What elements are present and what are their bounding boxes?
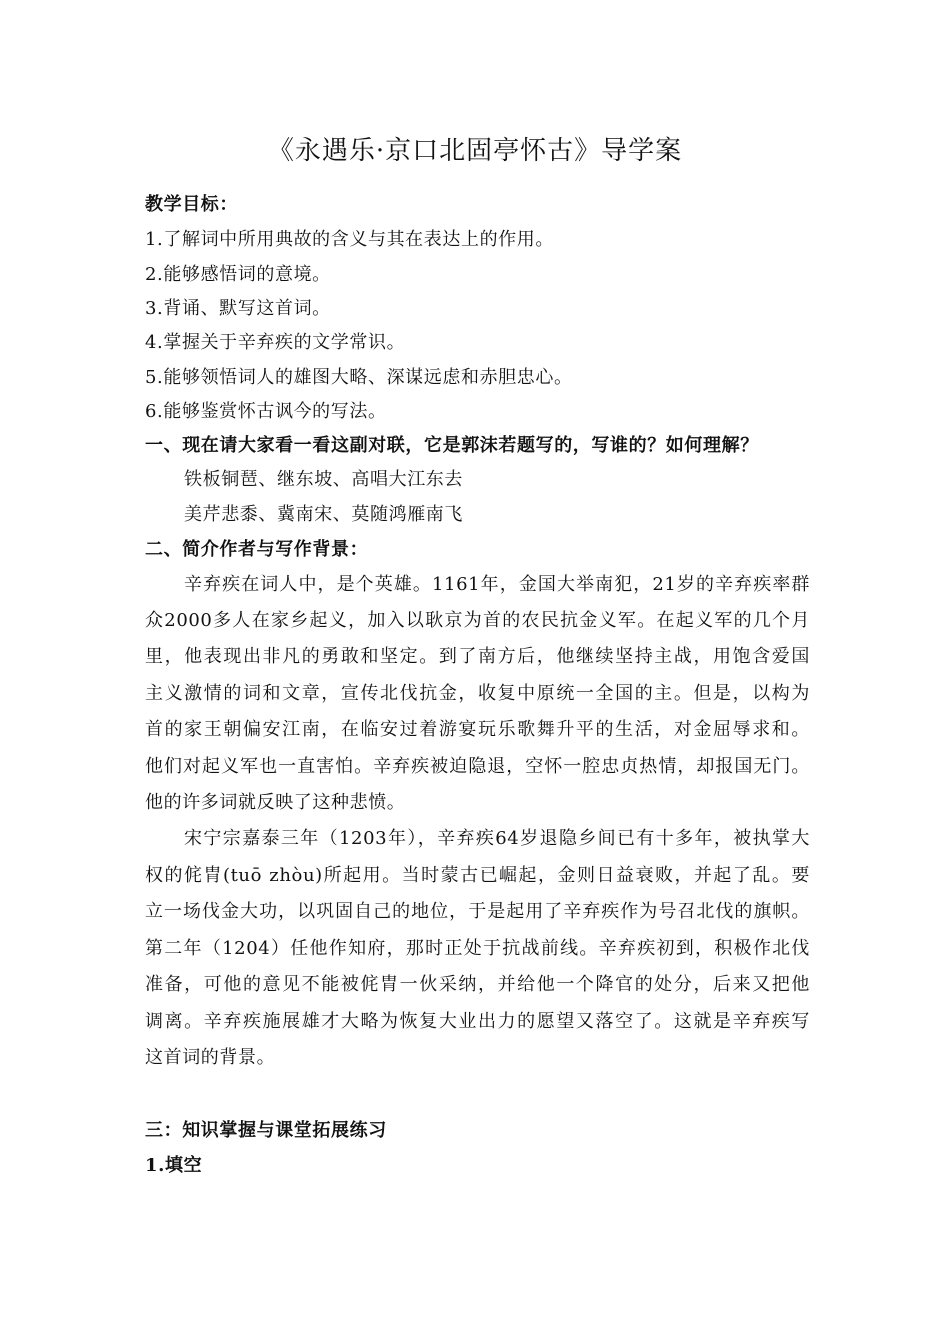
para2-line: 权的侂胄(tuō zhòu)所起用。当时蒙古已崛起，金则日益衰败，并起了乱。要 [145, 865, 810, 886]
couplet-line: 铁板铜琶、继东坡、高唱大江东去 [184, 469, 463, 490]
goals-heading: 教学目标： [145, 194, 238, 215]
section2-heading: 二、简介作者与写作背景： [145, 539, 369, 560]
para1-line: 他们对起义军也一直害怕。辛弃疾被迫隐退，空怀一腔忠贞热情，却报国无门。 [145, 756, 810, 777]
document-title: 《永遇乐·京口北固亭怀古》导学案 [267, 136, 683, 166]
goal-item: 1.了解词中所用典故的含义与其在表达上的作用。 [145, 229, 554, 250]
goal-item: 2.能够感悟词的意境。 [145, 264, 331, 285]
para1-line: 辛弃疾在词人中，是个英雄。1161年，金国大举南犯，21岁的辛弃疾率群 [184, 574, 810, 595]
section3-heading: 三：知识掌握与课堂拓展练习 [145, 1120, 387, 1141]
section1-heading: 一、现在请大家看一看这副对联，它是郭沫若题写的，写谁的？如何理解？ [145, 435, 759, 456]
goal-item: 3.背诵、默写这首词。 [145, 298, 331, 319]
goal-item: 5.能够领悟词人的雄图大略、深谋远虑和赤胆忠心。 [145, 367, 573, 388]
para2-line: 调离。辛弃疾施展雄才大略为恢复大业出力的愿望又落空了。这就是辛弃疾写 [145, 1011, 810, 1032]
para2-line: 这首词的背景。 [145, 1047, 276, 1068]
para2-line: 第二年（1204）任他作知府，那时正处于抗战前线。辛弃疾初到，积极作北伐 [145, 938, 810, 959]
goal-item: 4.掌握关于辛弃疾的文学常识。 [145, 332, 406, 353]
para2-line: 立一场伐金大功，以巩固自己的地位，于是起用了辛弃疾作为号召北伐的旗帜。 [145, 901, 810, 922]
goal-item: 6.能够鉴赏怀古讽今的写法。 [145, 401, 387, 422]
couplet-line: 美芹悲黍、冀南宋、莫随鸿雁南飞 [184, 504, 463, 525]
para2-line: 准备，可他的意见不能被侂胄一伙采纳，并给他一个降官的处分，后来又把他 [145, 974, 810, 995]
para1-line: 里，他表现出非凡的勇敢和坚定。到了南方后，他继续坚持主战，用饱含爱国 [145, 646, 810, 667]
para2-line: 宋宁宗嘉泰三年（1203年），辛弃疾64岁退隐乡间已有十多年，被执掌大 [184, 828, 810, 849]
para1-line: 众2000多人在家乡起义，加入以耿京为首的农民抗金义军。在起义军的几个月 [145, 610, 810, 631]
para1-line: 首的家王朝偏安江南，在临安过着游宴玩乐歌舞升平的生活，对金屈辱求和。 [145, 719, 810, 740]
para1-line: 主义激情的词和文章，宣传北伐抗金，收复中原统一全国的主。但是，以构为 [145, 683, 810, 704]
subsection-heading: 1.填空 [145, 1155, 203, 1176]
para1-line: 他的许多词就反映了这种悲愤。 [145, 792, 406, 813]
